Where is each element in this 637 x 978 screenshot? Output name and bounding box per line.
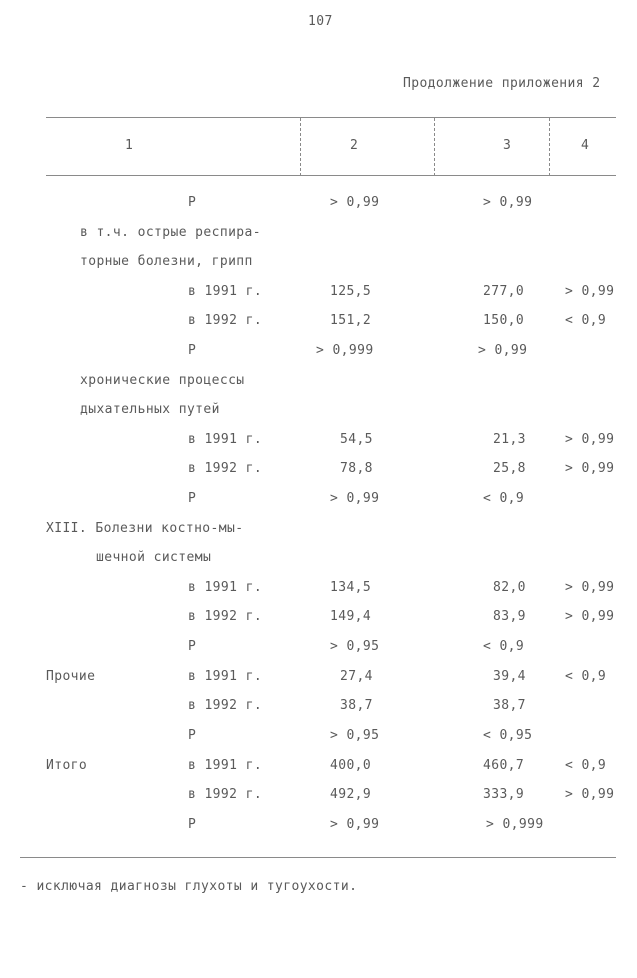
table-row [0, 550, 637, 572]
row-col4: > 0,99 [565, 284, 615, 299]
row-col2: 38,7 [340, 698, 373, 713]
footnote: - исключая диагнозы глухоты и тугоухости. [20, 879, 358, 894]
row-col2: 125,5 [330, 284, 372, 299]
table-row [0, 284, 637, 306]
row-name: Прочие [46, 669, 96, 684]
row-col3: 25,8 [493, 461, 526, 476]
row-col3: > 0,999 [486, 817, 544, 832]
row-col3: < 0,9 [483, 639, 525, 654]
row-label: шечной системы [96, 550, 212, 565]
row-col2: 54,5 [340, 432, 373, 447]
page-number: 107 [308, 14, 333, 29]
row-year: в 1991 г. [188, 758, 263, 773]
table-row [0, 225, 637, 247]
row-col3: 333,9 [483, 787, 525, 802]
row-name: XIII. Болезни костно-мы- [46, 521, 244, 536]
column-header-1: 1 [125, 138, 134, 153]
table-row [0, 817, 637, 839]
table-row [0, 580, 637, 602]
table-row [0, 254, 637, 276]
row-col2: 27,4 [340, 669, 373, 684]
table-row [0, 402, 637, 424]
row-col3: > 0,99 [483, 195, 533, 210]
row-col3: 21,3 [493, 432, 526, 447]
row-col3: < 0,9 [483, 491, 525, 506]
row-col4: < 0,9 [565, 313, 607, 328]
row-col3: 460,7 [483, 758, 525, 773]
row-year: в 1992 г. [188, 698, 263, 713]
column-divider-1 [300, 118, 301, 176]
row-year: в 1992 г. [188, 609, 263, 624]
row-col2: > 0,999 [316, 343, 374, 358]
row-col2: 149,4 [330, 609, 372, 624]
row-year: в 1992 г. [188, 313, 263, 328]
row-col4: > 0,99 [565, 432, 615, 447]
row-year: P [188, 639, 197, 654]
row-col2: 492,9 [330, 787, 372, 802]
row-year: в 1992 г. [188, 461, 263, 476]
row-col3: < 0,95 [483, 728, 533, 743]
row-col4: > 0,99 [565, 580, 615, 595]
row-col2: 400,0 [330, 758, 372, 773]
row-col3: 39,4 [493, 669, 526, 684]
row-col3: 150,0 [483, 313, 525, 328]
table-row [0, 373, 637, 395]
row-label: торные болезни, грипп [80, 254, 253, 269]
row-col2: > 0,99 [330, 491, 380, 506]
row-col2: 78,8 [340, 461, 373, 476]
table-row [0, 461, 637, 483]
table-row [0, 521, 637, 543]
row-year: P [188, 195, 197, 210]
table-header-rule [46, 175, 616, 176]
table-row [0, 432, 637, 454]
row-year: в 1991 г. [188, 580, 263, 595]
row-col2: > 0,95 [330, 639, 380, 654]
row-year: P [188, 728, 197, 743]
table-bottom-rule [20, 857, 616, 858]
row-col2: > 0,99 [330, 817, 380, 832]
row-year: P [188, 343, 197, 358]
row-label: хронические процессы [80, 373, 245, 388]
row-col3: 38,7 [493, 698, 526, 713]
column-header-3: 3 [503, 138, 512, 153]
table-row [0, 639, 637, 661]
table-row [0, 313, 637, 335]
row-year: в 1991 г. [188, 284, 263, 299]
row-col3: 83,9 [493, 609, 526, 624]
row-col3: 277,0 [483, 284, 525, 299]
row-col3: > 0,99 [478, 343, 528, 358]
row-year: в 1991 г. [188, 669, 263, 684]
row-col2: 151,2 [330, 313, 372, 328]
row-col4: < 0,9 [565, 669, 607, 684]
row-col4: < 0,9 [565, 758, 607, 773]
table-row [0, 698, 637, 720]
row-year: в 1992 г. [188, 787, 263, 802]
table-row [0, 728, 637, 750]
table-row [0, 343, 637, 365]
table-row [0, 669, 637, 691]
column-header-2: 2 [350, 138, 359, 153]
row-label: дыхательных путей [80, 402, 220, 417]
row-year: в 1991 г. [188, 432, 263, 447]
table-row [0, 758, 637, 780]
column-divider-3 [549, 118, 550, 176]
table-row [0, 195, 637, 217]
row-name: Итого [46, 758, 88, 773]
row-col4: > 0,99 [565, 461, 615, 476]
row-col2: > 0,95 [330, 728, 380, 743]
row-year: P [188, 817, 197, 832]
row-year: P [188, 491, 197, 506]
row-col2: 134,5 [330, 580, 372, 595]
continuation-note: Продолжение приложения 2 [403, 76, 601, 91]
table-row [0, 491, 637, 513]
row-col2: > 0,99 [330, 195, 380, 210]
row-col4: > 0,99 [565, 787, 615, 802]
table-row [0, 609, 637, 631]
column-header-4: 4 [581, 138, 590, 153]
column-divider-2 [434, 118, 435, 176]
row-label: в т.ч. острые респира- [80, 225, 261, 240]
table-top-rule [46, 117, 616, 118]
table-row [0, 787, 637, 809]
row-col4: > 0,99 [565, 609, 615, 624]
row-col3: 82,0 [493, 580, 526, 595]
